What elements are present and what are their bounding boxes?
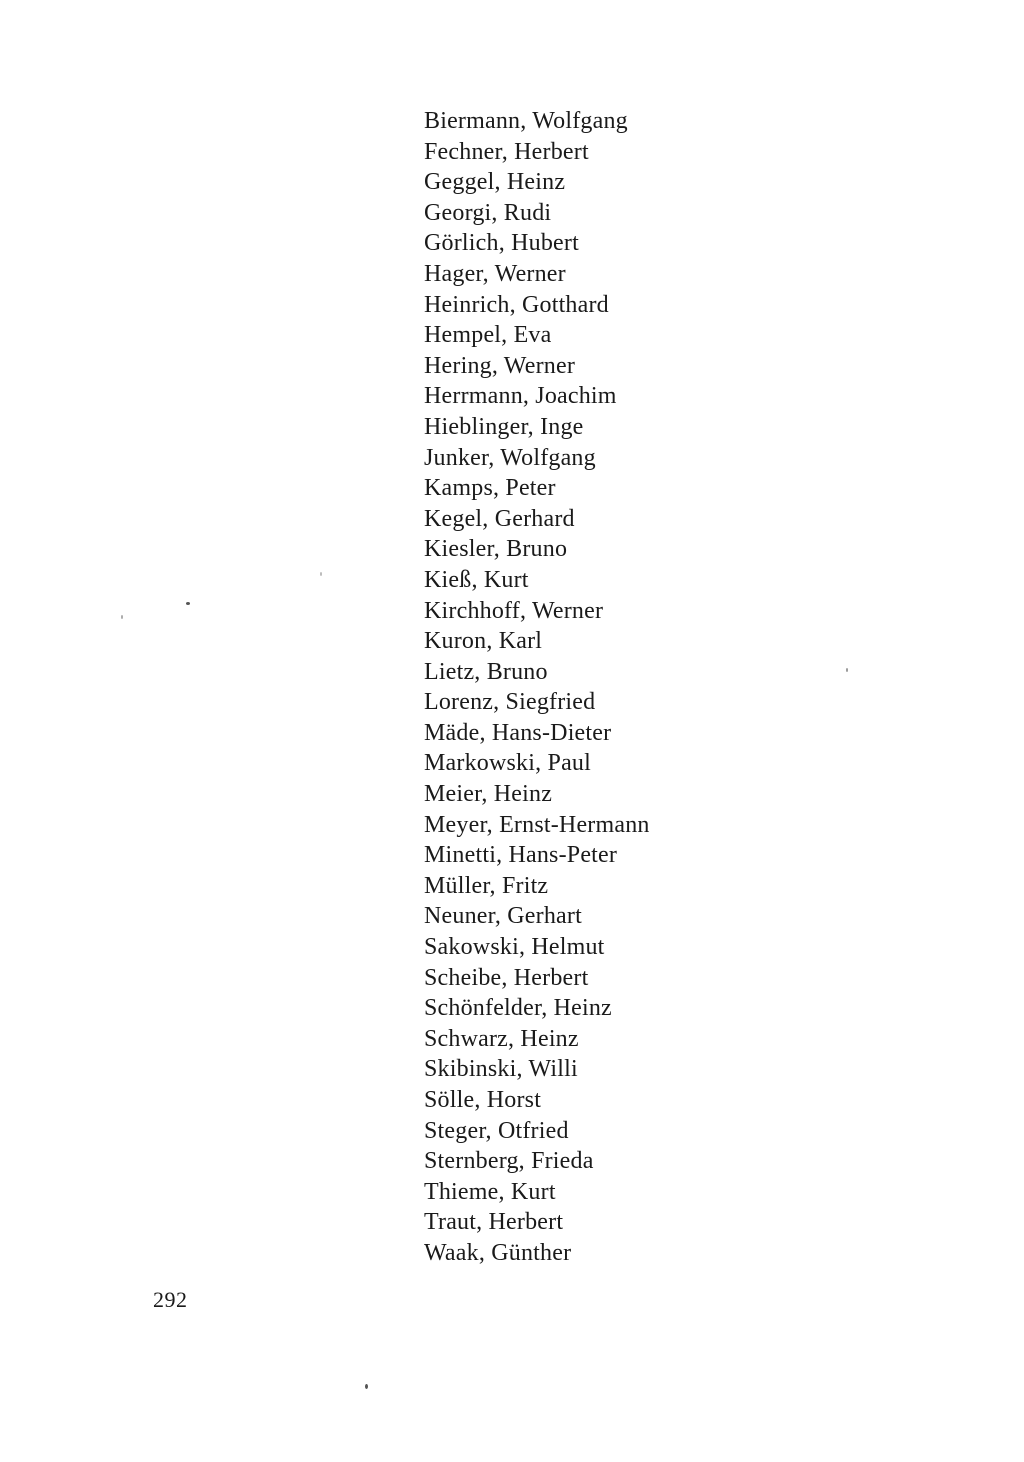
list-item: Biermann, Wolfgang (424, 108, 628, 134)
list-item: Skibinski, Willi (424, 1056, 578, 1083)
list-item: Georgi, Rudi (424, 199, 552, 226)
list-item: Hering, Werner (424, 352, 576, 379)
list-item: Kuron, Karl (424, 628, 543, 655)
list-item: Heinrich, Gotthard (424, 291, 609, 318)
list-item: Scheibe, Herbert (424, 964, 589, 991)
list-item: Fechner, Herbert (424, 138, 589, 165)
list-item: Geggel, Heinz (424, 169, 566, 196)
scan-speck (365, 1384, 368, 1389)
list-item: Lietz, Bruno (424, 658, 548, 685)
list-item: Meier, Heinz (424, 781, 553, 808)
list-item: Sölle, Horst (424, 1087, 542, 1113)
list-item: Lorenz, Siegfried (424, 689, 596, 716)
scan-speck (186, 602, 190, 605)
list-item: Neuner, Gerhart (424, 903, 582, 930)
list-item: Müller, Fritz (424, 872, 549, 899)
list-item: Schwarz, Heinz (424, 1025, 579, 1052)
list-item: Hieblinger, Inge (424, 413, 584, 440)
list-item: Hempel, Eva (424, 322, 552, 349)
list-item: Schönfelder, Heinz (424, 995, 612, 1022)
scan-speck (320, 572, 322, 576)
list-item: Kirchhoff, Werner (424, 597, 604, 624)
list-item: Sakowski, Helmut (424, 934, 605, 961)
list-item: Kamps, Peter (424, 475, 556, 502)
list-item: Görlich, Hubert (424, 230, 579, 257)
list-item: Waak, Günther (424, 1239, 572, 1266)
scan-speck (121, 615, 123, 619)
list-item: Herrmann, Joachim (424, 383, 617, 410)
list-item: Thieme, Kurt (424, 1178, 556, 1205)
list-item: Markowski, Paul (424, 750, 591, 777)
list-item: Sternberg, Frieda (424, 1148, 594, 1175)
list-item: Steger, Otfried (424, 1117, 569, 1144)
page-number: 292 (153, 1287, 188, 1312)
list-item: Kieß, Kurt (424, 566, 529, 593)
list-item: Junker, Wolfgang (424, 444, 596, 471)
list-item: Traut, Herbert (424, 1209, 564, 1236)
list-item: Minetti, Hans-Peter (424, 842, 618, 869)
list-item: Mäde, Hans-Dieter (424, 719, 612, 746)
list-item: Kegel, Gerhard (424, 505, 575, 532)
list-item: Hager, Werner (424, 260, 566, 287)
scan-speck (846, 668, 848, 672)
name-list (424, 106, 650, 1269)
list-item: Meyer, Ernst-Hermann (424, 811, 650, 838)
list-item: Kiesler, Bruno (424, 536, 568, 563)
